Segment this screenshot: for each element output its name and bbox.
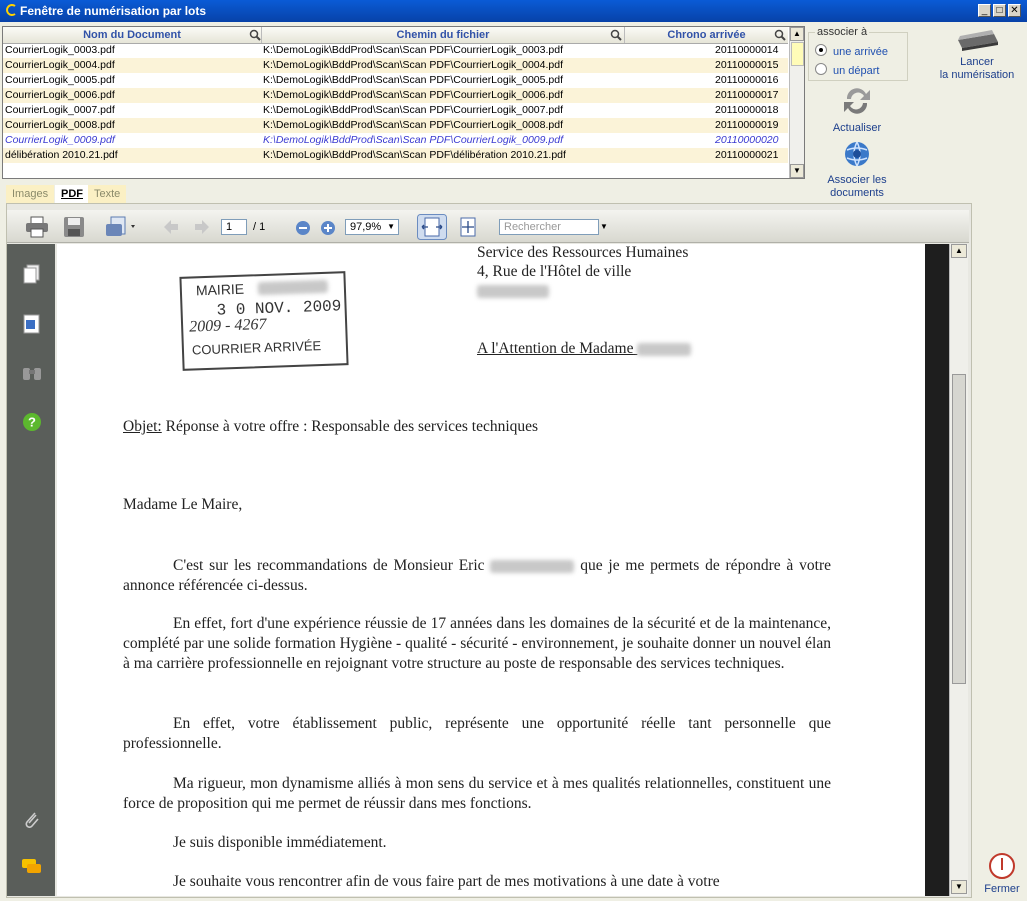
- fit-width-icon[interactable]: [417, 214, 447, 240]
- table-row-selected[interactable]: CourrierLogik_0009.pdf K:\DemoLogik\BddProd\Scan\Scan PDF\CourrierLogik_0009.pdf 20110000020: [5, 134, 779, 146]
- associate-legend: associer à: [817, 26, 868, 38]
- table-row[interactable]: CourrierLogik_0007.pdf K:\DemoLogik\BddProd\Scan\Scan PDF\CourrierLogik_0007.pdf 20110000018: [5, 104, 779, 116]
- grid-header: [3, 27, 788, 44]
- title-bar: [0, 0, 1027, 22]
- print-icon[interactable]: [25, 216, 49, 238]
- pdf-scrollbar[interactable]: [949, 244, 968, 896]
- dropdown-arrow-icon: ▼: [387, 222, 395, 231]
- subject-line: Objet: Réponse à votre offre : Responsable des services techniques: [123, 418, 539, 435]
- search-dropdown-arrow-icon[interactable]: ▼: [600, 222, 608, 231]
- document-grid: [2, 26, 805, 179]
- zoom-in-icon[interactable]: [320, 220, 336, 236]
- salutation: Madame Le Maire,: [123, 496, 243, 513]
- scroll-up-arrow-icon[interactable]: ▲: [790, 27, 804, 41]
- power-icon: [988, 852, 1016, 880]
- scanner-icon: [954, 26, 1000, 52]
- next-page-icon[interactable]: [193, 218, 211, 236]
- paragraph-4: Ma rigueur, mon dynamisme alliés à mon sens du service et à mes qualités relationnelles, constituent une force de proposition qui me permet de réussir dans mes fonctions.: [123, 775, 831, 812]
- reception-stamp: [179, 271, 348, 371]
- search-icon[interactable]: [774, 29, 786, 41]
- search-icon[interactable]: [249, 29, 261, 41]
- radio-unchecked-icon[interactable]: [815, 63, 827, 75]
- scroll-up-arrow-icon[interactable]: ▲: [951, 244, 967, 258]
- column-header-file-path[interactable]: Chemin du fichier: [262, 27, 625, 43]
- help-icon[interactable]: [22, 412, 42, 432]
- scroll-down-arrow-icon[interactable]: ▼: [790, 164, 804, 178]
- stamp-line1: MAIRIE: [195, 280, 245, 299]
- refresh-button[interactable]: Actualiser: [820, 84, 894, 135]
- column-header-document-name[interactable]: Nom du Document: [3, 27, 262, 43]
- redacted-text: [637, 343, 691, 356]
- globe-documents-icon: [841, 138, 873, 170]
- minimize-button[interactable]: _: [978, 4, 991, 17]
- tab-images[interactable]: Images: [6, 185, 54, 203]
- zoom-select[interactable]: 97,9% ▼: [345, 219, 399, 235]
- tab-texte[interactable]: Texte: [88, 185, 126, 203]
- app-logo-icon: [4, 3, 18, 17]
- pdf-page: [57, 244, 925, 896]
- refresh-icon: [840, 84, 874, 118]
- radio-arrivee[interactable]: une arrivée: [815, 44, 888, 58]
- save-icon[interactable]: [63, 216, 85, 238]
- page-number-input[interactable]: 1: [221, 219, 247, 235]
- scroll-thumb[interactable]: [791, 42, 804, 66]
- redacted-text: [258, 280, 328, 295]
- pdf-left-rail: [7, 244, 55, 896]
- zoom-out-icon[interactable]: [295, 220, 311, 236]
- radio-depart[interactable]: un départ: [815, 63, 879, 77]
- recipient-line2: 4, Rue de l'Hôtel de ville: [477, 263, 632, 280]
- table-row[interactable]: CourrierLogik_0004.pdf K:\DemoLogik\BddProd\Scan\Scan PDF\CourrierLogik_0004.pdf 20110000015: [3, 58, 788, 73]
- window-title: Fenêtre de numérisation par lots: [20, 4, 207, 18]
- redacted-text: [490, 560, 574, 573]
- pdf-viewer: [6, 203, 972, 898]
- paragraph-2: En effet, fort d'une expérience réussie de 17 années dans les domaines de la sécurité et de la maintenance, complété par une solide formation Hygiène - qualité - sécurité - environnement, je souhaite donner un nouvel élan à ma carrière professionnelle en rejoignant votre structure au poste de responsable des services techniques.: [123, 615, 831, 672]
- tab-pdf[interactable]: PDF: [55, 185, 89, 203]
- paragraph-1: C'est sur les recommandations de Monsieur Eric que je me permets de répondre à votre annonce référencée ci-dessus.: [123, 557, 831, 594]
- associate-group: [808, 26, 908, 81]
- scroll-down-arrow-icon[interactable]: ▼: [951, 880, 967, 894]
- table-row[interactable]: CourrierLogik_0006.pdf K:\DemoLogik\BddProd\Scan\Scan PDF\CourrierLogik_0006.pdf 20110000017: [3, 88, 788, 103]
- redacted-text: [477, 282, 549, 300]
- stamp-line2: 3 0 NOV. 2009: [216, 297, 342, 320]
- page-total: / 1: [253, 221, 266, 233]
- share-document-icon[interactable]: [105, 216, 139, 238]
- grid-scrollbar[interactable]: [789, 27, 804, 178]
- table-row[interactable]: CourrierLogik_0008.pdf K:\DemoLogik\BddProd\Scan\Scan PDF\CourrierLogik_0008.pdf 20110000019: [3, 118, 788, 133]
- maximize-button[interactable]: □: [993, 4, 1006, 17]
- svg-text:?: ?: [28, 414, 36, 430]
- attention-line: A l'Attention de Madame: [477, 340, 691, 358]
- pages-icon[interactable]: [23, 264, 41, 284]
- stamp-line3: 2009 - 4267: [188, 315, 267, 336]
- paragraph-5: Je suis disponible immédiatement.: [173, 834, 387, 851]
- search-input[interactable]: Rechercher: [499, 219, 599, 235]
- stamp-line4: COURRIER ARRIVÉE: [191, 338, 322, 358]
- close-window-button[interactable]: ✕: [1008, 4, 1021, 17]
- table-row[interactable]: délibération 2010.21.pdf K:\DemoLogik\BddProd\Scan\Scan PDF\délibération 2010.21.pdf 20110000021: [3, 148, 788, 163]
- fit-page-icon[interactable]: [457, 216, 479, 238]
- start-scan-button[interactable]: Lancer la numérisation: [935, 26, 1019, 82]
- search-icon[interactable]: [610, 29, 622, 41]
- pdf-toolbar: [7, 210, 969, 243]
- associate-documents-button[interactable]: Associer les documents: [816, 138, 898, 200]
- radio-checked-icon[interactable]: [815, 44, 827, 56]
- previous-page-icon[interactable]: [162, 218, 180, 236]
- attachment-icon[interactable]: [22, 809, 42, 831]
- table-row[interactable]: CourrierLogik_0003.pdf K:\DemoLogik\BddProd\Scan\Scan PDF\CourrierLogik_0003.pdf 20110000014: [5, 44, 779, 56]
- binoculars-icon[interactable]: [22, 364, 42, 382]
- paragraph-3: En effet, votre établissement public, représente une opportunité réelle tant personnelle que professionnelle.: [123, 715, 831, 752]
- column-header-chrono[interactable]: Chrono arrivée: [667, 29, 746, 41]
- table-row[interactable]: CourrierLogik_0005.pdf K:\DemoLogik\BddProd\Scan\Scan PDF\CourrierLogik_0005.pdf 20110000016: [5, 74, 779, 86]
- close-button[interactable]: Fermer: [980, 852, 1024, 895]
- page-border: [925, 244, 949, 896]
- bookmarks-icon[interactable]: [23, 314, 41, 334]
- recipient-line1: Service des Ressources Humaines: [477, 244, 689, 261]
- scroll-thumb[interactable]: [952, 374, 966, 684]
- paragraph-6: Je souhaite vous rencontrer afin de vous faire part de mes motivations à une date à votre: [173, 873, 720, 890]
- comments-icon[interactable]: [21, 858, 43, 876]
